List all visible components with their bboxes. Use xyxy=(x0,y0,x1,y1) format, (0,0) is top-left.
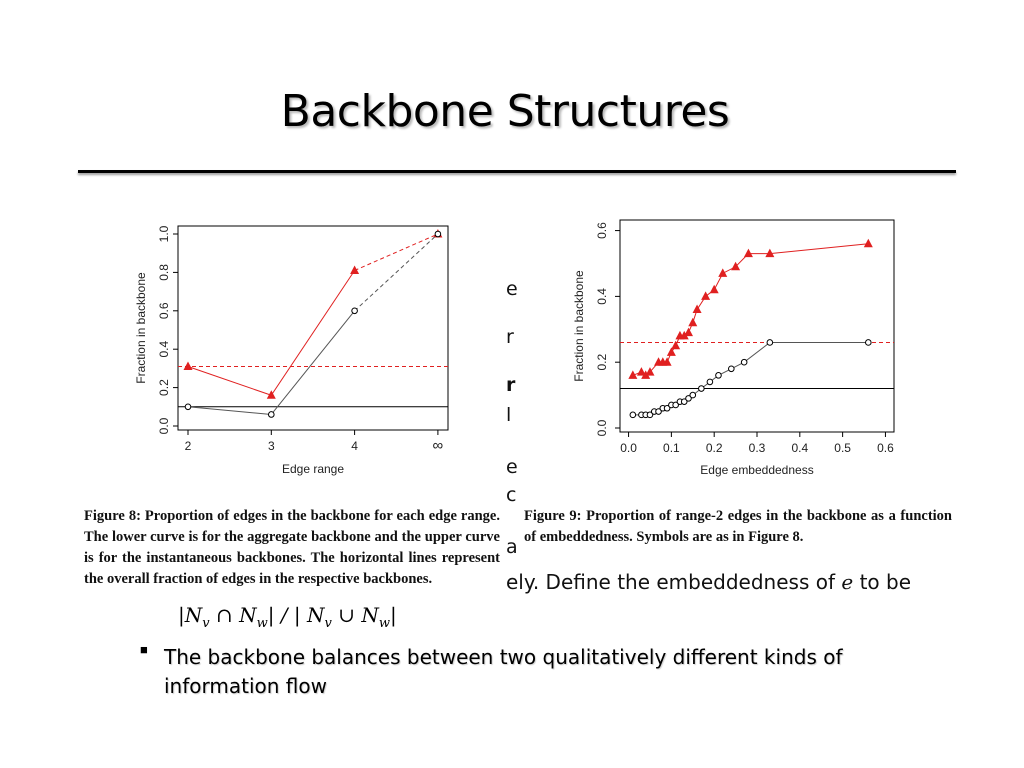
y-tick-label: 1.0 xyxy=(157,225,171,243)
x-axis-label: Edge embeddedness xyxy=(700,463,814,477)
hidden-text-fragment: c xyxy=(506,484,517,506)
figure9-chart xyxy=(566,212,900,484)
x-tick-label: 2 xyxy=(184,439,192,453)
series-line xyxy=(633,342,868,414)
data-point-circle xyxy=(690,392,696,398)
hidden-text-fragment: a xyxy=(506,536,518,558)
bullet-square-icon: ■ xyxy=(140,642,148,657)
figure8-chart xyxy=(128,218,458,486)
y-tick-label: 0.2 xyxy=(595,353,609,371)
data-point-circle xyxy=(630,412,636,418)
y-tick-label: 0.2 xyxy=(157,379,171,396)
slide-title: Backbone Structures xyxy=(280,86,730,137)
data-point-triangle xyxy=(688,318,697,327)
bullet-text: The backbone balances between two qualitatively different kinds of information flow xyxy=(164,645,843,698)
data-point-triangle xyxy=(718,268,727,277)
data-point-triangle xyxy=(744,249,753,258)
embeddedness-formula: $|N_v$ ∩ $N_w|$ / | $N_v$ ∪ $N_w|$ xyxy=(178,603,397,631)
y-tick-label: 0.4 xyxy=(157,340,171,358)
series-segment xyxy=(271,270,354,395)
hidden-text-fragment: r xyxy=(506,326,514,348)
x-tick-label: 0.4 xyxy=(791,441,809,455)
y-tick-label: 0.4 xyxy=(595,288,609,305)
x-axis-label: Edge range xyxy=(281,462,345,476)
x-tick-label: 0.2 xyxy=(705,441,723,455)
data-point-circle xyxy=(716,373,722,379)
title-underline xyxy=(78,170,956,173)
hidden-text-fragment: l xyxy=(506,404,512,426)
data-point-triangle xyxy=(710,285,719,294)
data-point-circle xyxy=(866,340,872,346)
y-tick-label: 0.6 xyxy=(157,302,171,320)
data-point-circle xyxy=(767,340,773,346)
data-point-triangle xyxy=(701,291,710,300)
x-tick-label: 3 xyxy=(267,439,275,453)
x-tick-label: 4 xyxy=(351,439,358,453)
figure9-caption: Figure 9: Proportion of range-2 edges in the backbone as a function of embeddedness. Symbols are as in Figure 8. xyxy=(524,506,952,548)
x-tick-label: 0.5 xyxy=(834,441,851,455)
data-point-circle xyxy=(741,359,747,365)
data-point-circle xyxy=(707,379,713,385)
data-point-circle xyxy=(352,308,358,314)
data-point-triangle xyxy=(350,265,359,274)
data-point-triangle xyxy=(184,361,193,370)
embeddedness-definition: ely. Define the embeddedness of e to be xyxy=(506,570,912,594)
y-tick-label: 0.8 xyxy=(157,264,171,281)
x-tick-label: 0.0 xyxy=(620,441,637,455)
data-point-circle xyxy=(699,386,705,392)
series-segment xyxy=(355,234,438,270)
y-tick-label: 0.0 xyxy=(595,419,609,437)
data-point-circle xyxy=(185,404,191,410)
series-segment xyxy=(355,234,438,311)
x-tick-label: 0.6 xyxy=(877,441,894,455)
series-segment xyxy=(271,311,354,415)
y-tick-label: 0.0 xyxy=(157,417,171,435)
data-point-triangle xyxy=(693,305,702,314)
data-point-circle xyxy=(729,366,735,372)
hidden-text-fragment: e xyxy=(506,278,518,300)
data-point-circle xyxy=(435,231,441,237)
series-segment xyxy=(188,407,271,415)
x-tick-label: 0.3 xyxy=(748,441,766,455)
y-axis-label: Fraction in backbone xyxy=(572,270,586,382)
y-tick-label: 0.6 xyxy=(595,222,609,239)
y-axis-label: Fraction in backbone xyxy=(134,272,148,384)
figure8-caption: Figure 8: Proportion of edges in the backbone for each edge range. The lower curve is for the aggregate backbone and the upper curve is for the instantaneous backbones. The horizontal lines represent the overall fraction of edges in the respective backbones. xyxy=(84,506,500,590)
x-tick-label: 0.1 xyxy=(663,441,680,455)
hidden-text-fragment: e xyxy=(506,456,518,478)
series-segment xyxy=(188,366,271,395)
hidden-text-fragment: r xyxy=(506,374,516,396)
data-point-circle xyxy=(269,412,275,418)
plot-frame xyxy=(620,220,894,432)
data-point-triangle xyxy=(684,328,693,337)
data-point-triangle xyxy=(864,239,873,248)
x-tick-label: ∞ xyxy=(432,437,444,454)
plot-frame xyxy=(178,226,448,430)
